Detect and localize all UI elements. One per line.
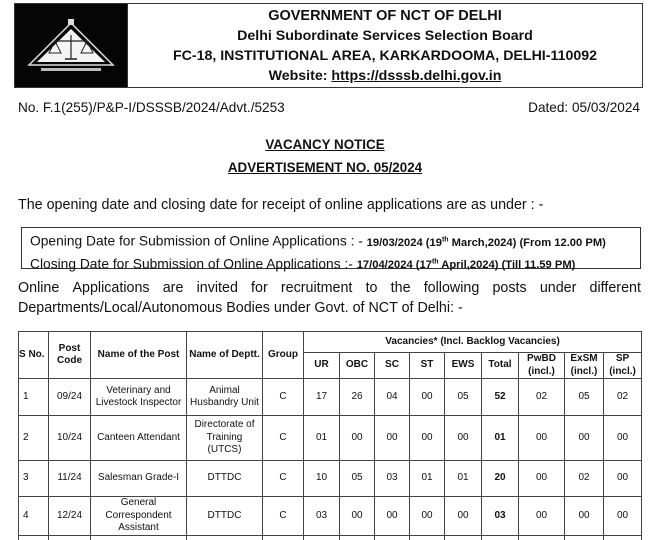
cell-st: 01 <box>410 461 445 497</box>
cell-ur: 01 <box>304 416 340 461</box>
dated: Dated: 05/03/2024 <box>528 100 640 115</box>
dsssb-emblem-icon <box>25 15 117 77</box>
cell-pwbd: 00 <box>519 461 565 497</box>
dsssb-logo <box>15 4 128 87</box>
cell-sno: 4 <box>19 497 49 536</box>
header-st: ST <box>410 353 445 379</box>
opening-date-value: 19/03/2024 (19th March,2024) (From 12.00 PM) <box>366 236 606 249</box>
cell-total: 20 <box>482 461 519 497</box>
reference-number: No. F.1(255)/P&P-I/DSSSB/2024/Advt./5253 <box>18 100 285 115</box>
header-dept: Name of Deptt. <box>187 332 263 379</box>
cell-group: C <box>263 379 304 416</box>
cell-post-name: Veterinary and Livestock Inspector <box>91 379 187 416</box>
header-group: Group <box>263 332 304 379</box>
cell-total: 03 <box>482 497 519 536</box>
header-ews: EWS <box>445 353 482 379</box>
header-exsm: ExSM (incl.) <box>565 353 604 379</box>
closing-date-row <box>30 253 640 276</box>
opening-date-row <box>30 230 640 253</box>
letterhead <box>14 3 643 88</box>
cell-group: C <box>263 416 304 461</box>
dates-intro: The opening date and closing date for receipt of online applications are as under : - <box>18 197 544 213</box>
website-label: Website: <box>268 67 332 84</box>
header-total: Total <box>482 353 519 379</box>
cell-st: 00 <box>410 416 445 461</box>
header-pwbd: PwBD (incl.) <box>519 353 565 379</box>
header-ur: UR <box>304 353 340 379</box>
cell-sp: 00 <box>604 497 642 536</box>
cell-total: 01 <box>482 416 519 461</box>
cell-dept: DTTDC <box>187 497 263 536</box>
header-sc: SC <box>375 353 410 379</box>
cell-sc: 00 <box>375 497 410 536</box>
opening-date-label: Opening Date for Submission of Online Applications : - <box>30 233 367 249</box>
website-line <box>269 66 502 86</box>
header-vacancies: Vacancies* (Incl. Backlog Vacancies) <box>304 332 642 353</box>
cell-st: 00 <box>410 379 445 416</box>
cell-pwbd: 00 <box>519 416 565 461</box>
cell-post-code: 11/24 <box>49 461 91 497</box>
govt-title: GOVERNMENT OF NCT OF DELHI <box>268 7 502 24</box>
cell-exsm: 00 <box>565 416 604 461</box>
header-sp: SP (incl.) <box>604 353 642 379</box>
closing-date-label: Closing Date for Submission of Online Applications :- <box>30 256 357 272</box>
cell-obc: 05 <box>340 461 375 497</box>
cell-dept: Directorate of Training (UTCS) <box>187 416 263 461</box>
cell-sp: 02 <box>604 379 642 416</box>
cell-post-code: 09/24 <box>49 379 91 416</box>
table-row <box>19 416 642 461</box>
vacancy-notice-title: VACANCY NOTICE <box>265 137 385 152</box>
paragraph-line-2: Departments/Local/Autonomous Bodies under Govt. of NCT of Delhi: - <box>18 300 463 316</box>
cell-sc: 00 <box>375 416 410 461</box>
paragraph-line-1: Online Applications are invited for recruitment to the following posts under different <box>18 280 641 296</box>
advertisement-number: ADVERTISEMENT NO. 05/2024 <box>227 160 423 175</box>
header-sno: S No. <box>19 332 49 379</box>
cell-exsm: 05 <box>565 379 604 416</box>
invitation-paragraph <box>18 278 641 318</box>
board-address: FC-18, INSTITUTIONAL AREA, KARKARDOOMA, DELHI-110092 <box>172 47 598 64</box>
table-row-partial <box>19 535 642 540</box>
letterhead-text <box>128 4 642 87</box>
cell-post-name: Canteen Attendant <box>91 416 187 461</box>
cell-sno: 2 <box>19 416 49 461</box>
cell-group: C <box>263 497 304 536</box>
cell-obc: 00 <box>340 416 375 461</box>
cell-post-code: 12/24 <box>49 497 91 536</box>
cell-st: 00 <box>410 497 445 536</box>
cell-post-name: General Correspondent Assistant <box>91 497 187 536</box>
header-post-name: Name of the Post <box>91 332 187 379</box>
cell-ews: 00 <box>445 497 482 536</box>
cell-dept: Animal Husbandry Unit <box>187 379 263 416</box>
cell-exsm: 02 <box>565 461 604 497</box>
cell-pwbd: 00 <box>519 497 565 536</box>
table-header-row <box>19 332 642 353</box>
cell-sp: 00 <box>604 416 642 461</box>
cell-post-code: 10/24 <box>49 416 91 461</box>
header-obc: OBC <box>340 353 375 379</box>
cell-dept: DTTDC <box>187 461 263 497</box>
cell-sc: 03 <box>375 461 410 497</box>
closing-date-value: 17/04/2024 (17th April,2024) (Till 11.59 PM) <box>356 258 576 272</box>
reference-line <box>18 100 640 115</box>
cell-ur: 17 <box>304 379 340 416</box>
application-dates-box <box>21 227 641 272</box>
board-name: Delhi Subordinate Services Selection Board <box>237 27 533 44</box>
cell-total: 52 <box>482 379 519 416</box>
website-link[interactable]: https://dsssb.delhi.gov.in <box>331 67 502 84</box>
cell-ews: 05 <box>445 379 482 416</box>
cell-ews: 00 <box>445 416 482 461</box>
header-post-code: Post Code <box>49 332 91 379</box>
cell-sno: 3 <box>19 461 49 497</box>
cell-exsm: 00 <box>565 497 604 536</box>
table-row <box>19 497 642 536</box>
cell-ur: 03 <box>304 497 340 536</box>
cell-sp: 00 <box>604 461 642 497</box>
cell-obc: 26 <box>340 379 375 416</box>
cell-ews: 01 <box>445 461 482 497</box>
cell-sno: 1 <box>19 379 49 416</box>
cell-post-name: Salesman Grade-I <box>91 461 187 497</box>
cell-sc: 04 <box>375 379 410 416</box>
table-row <box>19 461 642 497</box>
vacancy-table <box>18 331 642 540</box>
cell-group: C <box>263 461 304 497</box>
table-row <box>19 379 642 416</box>
cell-ur: 10 <box>304 461 340 497</box>
cell-obc: 00 <box>340 497 375 536</box>
cell-pwbd: 02 <box>519 379 565 416</box>
